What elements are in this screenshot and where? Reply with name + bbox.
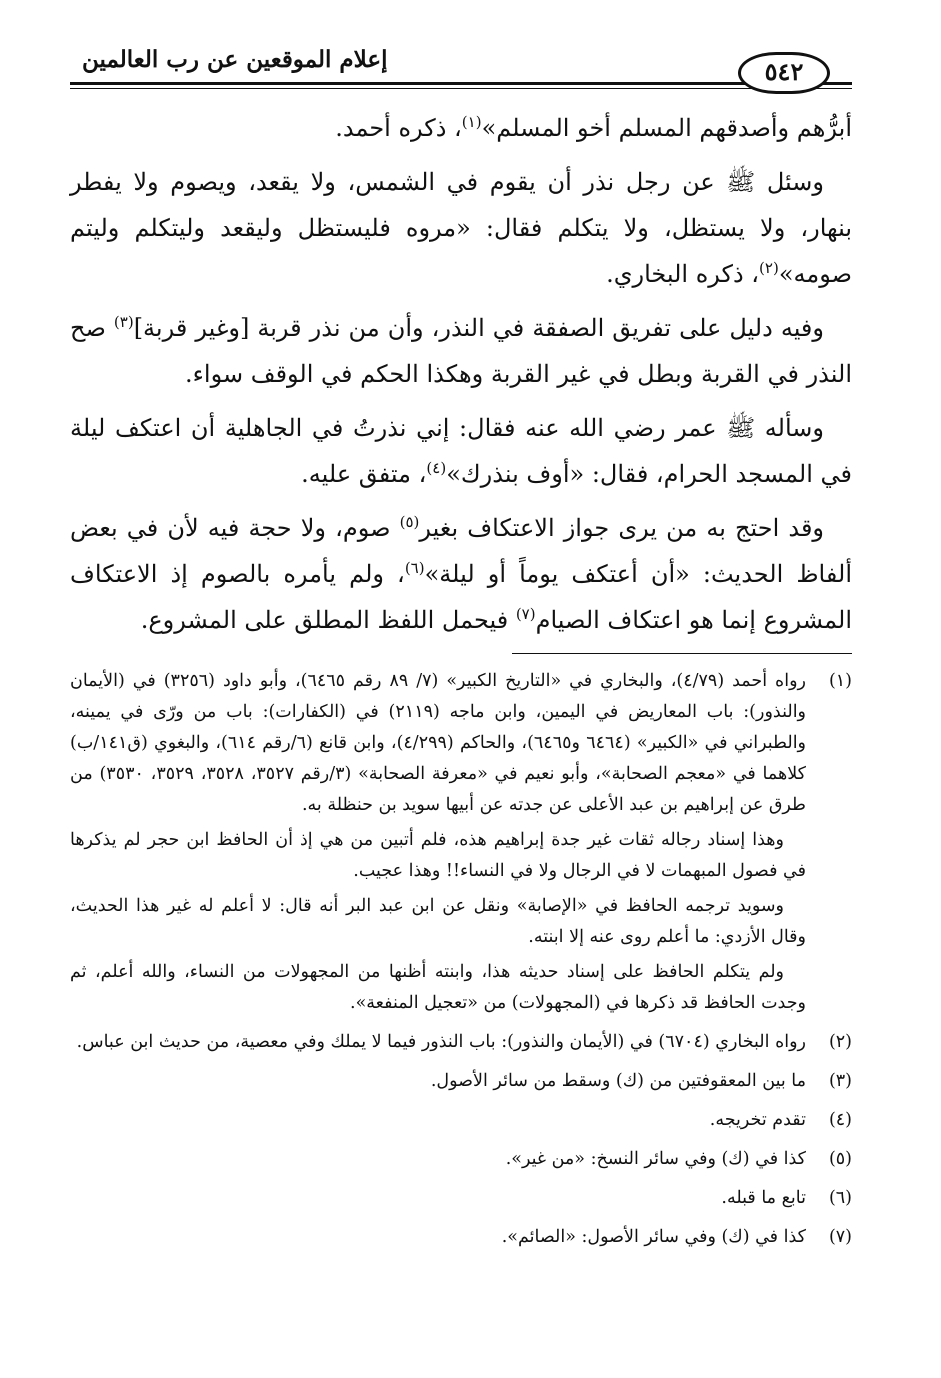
footnote-body — [70, 666, 806, 1023]
paragraph-5 — [70, 505, 852, 643]
footnote-body — [70, 1144, 806, 1179]
text-run: وقد احتج به من يرى جواز الاعتكاف بغير — [419, 514, 825, 542]
footnote-ref-7[interactable]: (٧) — [515, 605, 536, 623]
text-run: وسئل ﷺ عن رجل نذر أن يقوم في الشمس، ولا يقعد، ويصوم ولا يفطر بنهار، ولا يستظل، ولا يتكلم فقال: «مروه فليستظل وليقعد وليتكلم وليتم صومه» — [70, 168, 852, 288]
footnote-text: تقدم تخريجه. — [709, 1110, 806, 1130]
page-header — [70, 40, 852, 95]
footnote-body — [70, 1105, 806, 1140]
text-run: ، متفق عليه. — [301, 460, 427, 488]
footnote-number: (٢) — [828, 1032, 852, 1052]
footnote-text: كذا في (ك) وفي سائر النسخ: «من غير». — [505, 1149, 806, 1169]
text-run: ، ولم يأمره بالصوم إذ الاعتكاف المشروع إنما هو اعتكاف الصيام — [70, 560, 852, 634]
header-rule-thin — [70, 88, 852, 89]
footnote-separator — [512, 653, 852, 654]
footnote-2 — [70, 1027, 852, 1062]
footnote-ref-6[interactable]: (٦) — [404, 559, 425, 577]
page-number: ٥٤٢ — [738, 52, 830, 94]
footnote-body — [70, 1066, 806, 1101]
footnote-number: (١) — [828, 671, 852, 691]
footnote-body — [70, 1222, 806, 1257]
footnote-text: تابع ما قبله. — [721, 1188, 806, 1208]
footnote-body — [70, 1183, 806, 1218]
footnote-text: ولم يتكلم الحافظ على إسناد حديثه هذا، وابنته أظنها من المجهولات من النساء، والله أعلم، ثم وجدت الحافظ قد ذكرها في (المجهولات) من «تعجيل المنفعة». — [70, 962, 806, 1013]
footnote-text: رواه البخاري (٦٧٠٤) في (الأيمان والنذور): باب النذور فيما لا يملك وفي معصية، من حديث ابن عباس. — [76, 1032, 806, 1052]
paragraph-2 — [70, 159, 852, 297]
text-run: ، ذكره أحمد. — [335, 114, 462, 142]
text-run: ، ذكره البخاري. — [606, 260, 760, 288]
book-page — [70, 40, 852, 1261]
footnote-number: (٦) — [828, 1188, 852, 1208]
text-run: وسأله ﷺ عمر رضي الله عنه فقال: إني نذرتُ في الجاهلية أن اعتكف ليلة في المسجد الحرام، فقال: «أوف بنذرك» — [70, 414, 852, 488]
footnote-text: رواه أحمد (٤/٧٩)، والبخاري في «التاريخ الكبير» (٧/ ٨٩ رقم ٦٤٦٥)، وأبو داود (٣٢٥٦) في (الأيمان والنذور): باب المعاريض في اليمين، وابن ماجه (٢١١٩) في (الكفارات): باب من ورّى في يمينه، والطبراني في «الكبير» (٦٤٦٤ و٦٤٦٥)، والحاكم (٤/٢٩٩)، وابن قانع (٦/رقم ٦١٤)، والبغوي (ق١٤١/ب) كلاهما في «معجم الصحابة»، وأبو نعيم في «معرفة الصحابة» (٣/رقم ٣٥٢٧، ٣٥٢٨، ٣٥٢٩، ٣٥٣٠) من طرق عن إبراهيم بن عبد الأعلى عن جدته عن أبيها سويد بن حنظلة به. — [70, 671, 807, 815]
footnote-5 — [70, 1144, 852, 1179]
footnote-text: وسويد ترجمه الحافظ في «الإصابة» ونقل عن ابن عبد البر أنه قال: لا أعلم له غير هذا الحديث، وقال الأزدي: ما أعلم روى عنه إلا ابنته. — [70, 896, 806, 947]
footnote-number: (٥) — [828, 1149, 852, 1169]
text-run: صوم، ولا حجة فيه لأن في بعض ألفاظ الحديث: «أن أعتكف يوماً أو ليلة» — [70, 514, 852, 588]
footnote-6 — [70, 1183, 852, 1218]
footnote-3 — [70, 1066, 852, 1101]
paragraph-4 — [70, 405, 852, 497]
footnote-ref-2[interactable]: (٢) — [759, 259, 779, 277]
footnote-7 — [70, 1222, 852, 1257]
footnote-1 — [70, 666, 852, 1023]
running-title: إعلام الموقعين عن رب العالمين — [82, 46, 388, 73]
footnote-number: (٧) — [828, 1227, 852, 1247]
text-run: فيحمل اللفظ المطلق على المشروع. — [140, 606, 516, 634]
footnote-number: (٣) — [828, 1071, 852, 1091]
footnote-text: كذا في (ك) وفي سائر الأصول: «الصائم». — [501, 1227, 806, 1247]
footnote-ref-1[interactable]: (١) — [461, 113, 482, 131]
text-run: وفيه دليل على تفريق الصفقة في النذر، وأن من نذر قربة [وغير قربة] — [133, 314, 824, 342]
header-rule-thick — [70, 82, 852, 85]
footnote-ref-3[interactable]: (٣) — [113, 313, 134, 331]
footnote-text: ما بين المعقوفتين من (ك) وسقط من سائر الأصول. — [430, 1071, 806, 1091]
footnote-ref-5[interactable]: (٥) — [399, 513, 420, 531]
text-run: أبرُّهم وأصدقهم المسلم أخو المسلم» — [481, 114, 852, 142]
footnote-number: (٤) — [828, 1110, 852, 1130]
main-text — [70, 105, 852, 643]
footnotes — [70, 666, 852, 1257]
paragraph-1 — [70, 105, 852, 151]
footnote-4 — [70, 1105, 852, 1140]
paragraph-3 — [70, 305, 852, 397]
text-run: صح النذر في القربة وبطل في غير القربة وهكذا الحكم في الوقف سواء. — [70, 314, 852, 388]
footnote-ref-4[interactable]: (٤) — [426, 459, 447, 477]
footnote-text: وهذا إسناد رجاله ثقات غير جدة إبراهيم هذه، فلم أتبين من هي إذ أن الحافظ ابن حجر لم يذكرها في فصول المبهمات لا في الرجال ولا في النساء!! وهذا عجيب. — [70, 830, 806, 881]
footnote-body — [70, 1027, 806, 1062]
